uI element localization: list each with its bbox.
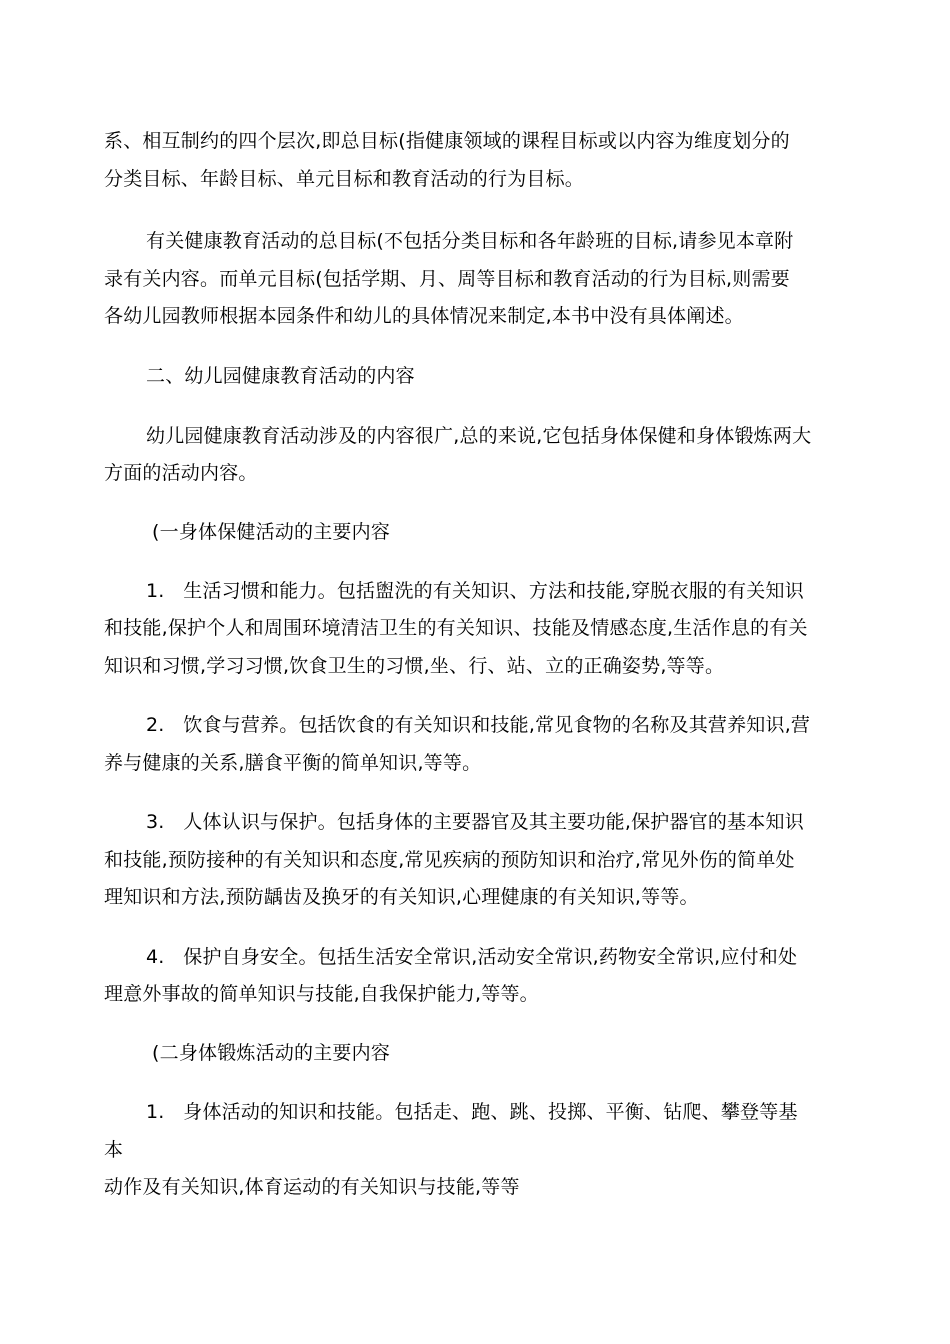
text-line: 知识和习惯,学习习惯,饮食卫生的习惯,坐、行、站、立的正确姿势,等等。: [104, 655, 725, 677]
text-line: 和技能,预防接种的有关知识和态度,常见疾病的预防知识和治疗,常见外伤的简单处: [104, 849, 795, 871]
list-item-line: 2. 饮食与营养。包括饮食的有关知识和技能,常见食物的名称及其营养知识,营: [146, 714, 811, 736]
text-line: 养与健康的关系,膳食平衡的简单知识,等等。: [104, 752, 482, 774]
list-item-line: 1. 生活习惯和能力。包括盥洗的有关知识、方法和技能,穿脱衣服的有关知识: [146, 580, 804, 602]
text-line: 录有关内容。而单元目标(包括学期、月、周等目标和教育活动的行为目标,则需要: [104, 268, 790, 290]
list-item-line: 4. 保护自身安全。包括生活安全常识,活动安全常识,药物安全常识,应付和处: [146, 946, 798, 968]
text-line: 有关健康教育活动的总目标(不包括分类目标和各年龄班的目标,请参见本章附: [146, 230, 794, 252]
text-line: 理意外事故的简单知识与技能,自我保护能力,等等。: [104, 983, 539, 1005]
list-item-line: 3. 人体认识与保护。包括身体的主要器官及其主要功能,保护器官的基本知识: [146, 811, 804, 833]
section-heading: 二、幼儿园健康教育活动的内容: [146, 365, 415, 387]
text-line: 各幼儿园教师根据本园条件和幼儿的具体情况来制定,本书中没有具体阐述。: [104, 305, 744, 327]
list-item-line: 1. 身体活动的知识和技能。包括走、跑、跳、投掷、平衡、钻爬、攀登等基: [146, 1101, 798, 1123]
subsection-heading: (二身体锻炼活动的主要内容: [152, 1042, 391, 1064]
text-line: 系、相互制约的四个层次,即总目标(指健康领域的课程目标或以内容为维度划分的: [104, 130, 790, 152]
text-line: 和技能,保护个人和周围环境清洁卫生的有关知识、技能及情感态度,生活作息的有关: [104, 617, 808, 639]
subsection-heading: (一身体保健活动的主要内容: [152, 521, 391, 543]
text-line: 动作及有关知识,体育运动的有关知识与技能,等等: [104, 1176, 520, 1198]
text-line: 分类目标、年龄目标、单元目标和教育活动的行为目标。: [104, 168, 585, 190]
text-line: 方面的活动内容。: [104, 462, 258, 484]
text-line: 理知识和方法,预防龋齿及换牙的有关知识,心理健康的有关知识,等等。: [104, 886, 699, 908]
text-line: 本: [104, 1139, 124, 1161]
text-line: 幼儿园健康教育活动涉及的内容很广,总的来说,它包括身体保健和身体锻炼两大: [146, 425, 812, 447]
